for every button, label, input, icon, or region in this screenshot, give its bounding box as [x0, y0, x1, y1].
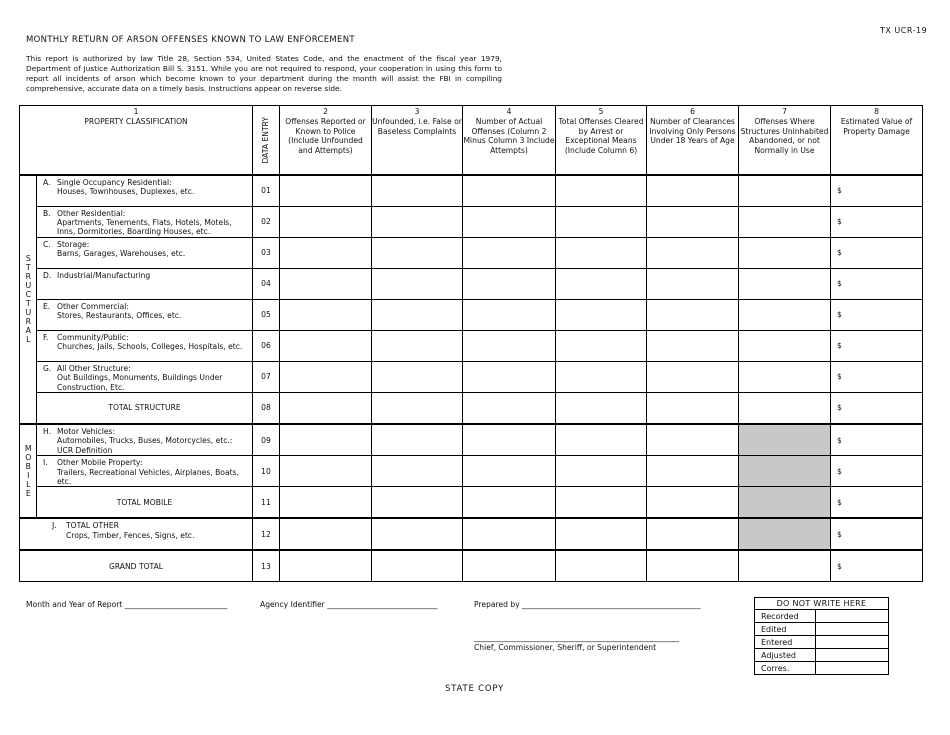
row-desc: Stores, Restaurants, Offices, etc. — [57, 311, 182, 321]
col-7-number: 7 — [782, 107, 787, 116]
input-cell-c2[interactable] — [280, 550, 372, 582]
input-cell-c4[interactable] — [463, 206, 556, 237]
input-cell-c6[interactable] — [647, 330, 739, 361]
classification-cell — [37, 424, 253, 456]
dollar-sign: $ — [837, 248, 842, 258]
input-cell-c3[interactable] — [372, 361, 463, 392]
input-cell-c6[interactable] — [647, 206, 739, 237]
input-cell-c7[interactable] — [739, 361, 831, 392]
row-code: 09 — [253, 424, 280, 456]
col-header-2 — [280, 106, 372, 175]
table-row — [20, 299, 923, 330]
col-4-label: Number of Actual Offenses (Column 2 Minus Column 3 Include Attempts) — [463, 116, 555, 156]
input-cell-c4[interactable] — [463, 268, 556, 299]
row-letter: H. — [43, 426, 51, 436]
state-copy-label: STATE COPY — [445, 684, 505, 694]
col-4-number: 4 — [506, 107, 512, 116]
row-letter: D. — [43, 270, 52, 280]
data-entry-label: DATA ENTRY — [261, 116, 271, 164]
input-cell-c8[interactable] — [831, 392, 923, 424]
dollar-sign: $ — [837, 217, 842, 227]
dollar-sign: $ — [837, 435, 842, 445]
input-cell-c5[interactable] — [556, 361, 647, 392]
office-use-cell — [816, 610, 889, 623]
dollar-sign: $ — [837, 310, 842, 320]
col-7-label: Offenses Where Structures Uninhabited Abandoned, or not Normally in Use — [740, 116, 829, 156]
row-code: 11 — [253, 487, 280, 519]
input-cell-c2[interactable] — [280, 268, 372, 299]
table-row — [20, 361, 923, 392]
classification-cell — [37, 206, 253, 237]
input-cell-c4[interactable] — [463, 330, 556, 361]
input-cell-c5[interactable] — [556, 456, 647, 487]
row-code: 01 — [253, 175, 280, 207]
office-use-adjusted: Adjusted — [755, 649, 816, 662]
office-use-entered: Entered — [755, 636, 816, 649]
input-cell-c7[interactable] — [739, 299, 831, 330]
input-cell-c8[interactable] — [831, 424, 923, 456]
input-cell-c8[interactable] — [831, 299, 923, 330]
col-3-number: 3 — [414, 107, 420, 116]
input-cell-c3[interactable] — [372, 237, 463, 268]
intro-paragraph: This report is authorized by law Title 28, Section 534, United States Code, and the enactment of the fiscal year 1979, Department of Justice Authorization Bill S. 3151. While you are not required to respond, your cooperation in using this form to report all incidents of arson which become known to your department during the month will assist the FBI in compiling comprehensive, accurate data on a timely basis. Instructions appear on reverse side. — [26, 54, 502, 93]
input-cell-c6[interactable] — [647, 456, 739, 487]
grand-total-label: GRAND TOTAL — [20, 550, 253, 582]
row-code: 13 — [253, 550, 280, 582]
input-cell-c2[interactable] — [280, 206, 372, 237]
dollar-sign: $ — [837, 466, 842, 476]
input-cell-c5[interactable] — [556, 299, 647, 330]
input-cell-c5[interactable] — [556, 487, 647, 519]
row-code: 05 — [253, 299, 280, 330]
row-letter: E. — [43, 301, 51, 311]
input-cell-c3[interactable] — [372, 487, 463, 519]
input-cell-c3[interactable] — [372, 456, 463, 487]
col-5-number: 5 — [598, 107, 604, 116]
office-use-edited: Edited — [755, 623, 816, 636]
input-cell-c6[interactable] — [647, 518, 739, 550]
office-use-cell — [816, 649, 889, 662]
dollar-sign: $ — [837, 279, 842, 289]
input-cell-c8[interactable] — [831, 456, 923, 487]
table-row — [20, 268, 923, 299]
input-cell-c3[interactable] — [372, 175, 463, 207]
col-header-classification — [20, 106, 253, 175]
input-cell-c2[interactable] — [280, 175, 372, 207]
row-letter: J. — [52, 521, 57, 531]
input-cell-c2[interactable] — [280, 392, 372, 424]
row-title: All Other Structure: — [57, 363, 131, 373]
row-title: Community/Public: — [57, 332, 129, 342]
row-desc: Trailers, Recreational Vehicles, Airplanes, Boats, etc. — [57, 467, 239, 486]
shaded-cell — [739, 487, 831, 519]
input-cell-c8[interactable] — [831, 268, 923, 299]
col-2-label: Offenses Reported or Known to Police (Include Unfounded and Attempts) — [285, 116, 366, 156]
input-cell-c6[interactable] — [647, 268, 739, 299]
row-letter: G. — [43, 363, 52, 373]
row-letter: F. — [43, 332, 49, 342]
total-structure-row — [20, 392, 923, 424]
dollar-sign: $ — [837, 341, 842, 351]
table-row — [20, 237, 923, 268]
office-use-corres: Corres. — [755, 662, 816, 675]
input-cell-c4[interactable] — [463, 392, 556, 424]
input-cell-c7[interactable] — [739, 392, 831, 424]
input-cell-c5[interactable] — [556, 518, 647, 550]
input-cell-c5[interactable] — [556, 175, 647, 207]
input-cell-c5[interactable] — [556, 268, 647, 299]
arson-offenses-table — [19, 105, 923, 582]
col-6-number: 6 — [690, 107, 695, 116]
shaded-cell — [739, 518, 831, 550]
input-cell-c3[interactable] — [372, 424, 463, 456]
total-structure-label: TOTAL STRUCTURE — [37, 392, 253, 424]
row-desc: Out Buildings, Monuments, Buildings Under Construction, Etc. — [57, 373, 223, 392]
form-title: MONTHLY RETURN OF ARSON OFFENSES KNOWN TO LAW ENFORCEMENT — [26, 35, 355, 45]
input-cell-c4[interactable] — [463, 361, 556, 392]
agency-identifier-line[interactable]: _____________________________ — [327, 600, 438, 609]
input-cell-c8[interactable] — [831, 206, 923, 237]
office-use-cell — [816, 636, 889, 649]
row-desc: Crops, Timber, Fences, Signs, etc. — [66, 530, 195, 540]
input-cell-c7[interactable] — [739, 330, 831, 361]
input-cell-c6[interactable] — [647, 424, 739, 456]
input-cell-c8[interactable] — [831, 175, 923, 207]
office-use-cell — [816, 623, 889, 636]
input-cell-c2[interactable] — [280, 299, 372, 330]
input-cell-c4[interactable] — [463, 487, 556, 519]
row-desc: Churches, Jails, Schools, Colleges, Hospitals, etc. — [57, 342, 243, 352]
total-mobile-row — [20, 487, 923, 519]
col-header-3 — [372, 106, 463, 175]
col-5-label: Total Offenses Cleared by Arrest or Exceptional Means (Include Column 6) — [558, 116, 644, 156]
table-row — [20, 206, 923, 237]
row-title: Other Residential: — [57, 208, 126, 218]
prepared-by-field[interactable] — [474, 600, 701, 609]
agency-identifier-field[interactable] — [260, 600, 437, 609]
input-cell-c2[interactable] — [280, 518, 372, 550]
classification-cell — [37, 299, 253, 330]
input-cell-c3[interactable] — [372, 392, 463, 424]
input-cell-c7[interactable] — [739, 175, 831, 207]
dollar-sign: $ — [837, 186, 842, 195]
input-cell-c6[interactable] — [647, 361, 739, 392]
prepared-by-label: Prepared by — [474, 600, 520, 609]
classification-cell — [37, 268, 253, 299]
table-row — [20, 456, 923, 487]
col-8-number: 8 — [874, 107, 879, 116]
classification-cell — [20, 518, 253, 550]
signature-line[interactable]: ______________________________________________________ — [474, 633, 680, 642]
mobile-label: MOBILE — [23, 444, 33, 499]
total-mobile-label: TOTAL MOBILE — [37, 487, 253, 519]
input-cell-c4[interactable] — [463, 424, 556, 456]
classification-cell — [37, 456, 253, 487]
classification-cell — [37, 175, 253, 207]
input-cell-c8[interactable] — [831, 550, 923, 582]
prepared-by-line[interactable]: _______________________________________________ — [522, 600, 701, 609]
grand-total-row — [20, 550, 923, 582]
col-1-number: 1 — [133, 107, 139, 116]
input-cell-c6[interactable] — [647, 175, 739, 207]
input-cell-c7[interactable] — [739, 237, 831, 268]
input-cell-c3[interactable] — [372, 299, 463, 330]
col-header-6 — [647, 106, 739, 175]
dollar-sign: $ — [837, 403, 842, 413]
classification-cell — [37, 330, 253, 361]
side-label-structural — [20, 175, 37, 424]
input-cell-c8[interactable] — [831, 518, 923, 550]
row-title: Other Commercial: — [57, 301, 129, 311]
month-year-label: Month and Year of Report — [26, 600, 123, 609]
input-cell-c4[interactable] — [463, 456, 556, 487]
table-row — [20, 330, 923, 361]
input-cell-c8[interactable] — [831, 487, 923, 519]
input-cell-c5[interactable] — [556, 206, 647, 237]
row-code: 06 — [253, 330, 280, 361]
header-row — [20, 106, 923, 175]
row-desc: Apartments, Tenements, Flats, Hotels, Motels, Inns, Dormitories, Boarding Houses, etc. — [57, 217, 232, 237]
input-cell-c2[interactable] — [280, 361, 372, 392]
col-6-label: Number of Clearances Involving Only Persons Under 18 Years of Age — [649, 116, 736, 146]
row-code: 04 — [253, 268, 280, 299]
input-cell-c6[interactable] — [647, 392, 739, 424]
input-cell-c7[interactable] — [739, 268, 831, 299]
input-cell-c4[interactable] — [463, 299, 556, 330]
row-desc: Automobiles, Trucks, Buses, Motorcycles, etc.: UCR Definition — [57, 436, 233, 455]
dollar-sign: $ — [837, 529, 842, 539]
input-cell-c4[interactable] — [463, 237, 556, 268]
office-use-cell — [816, 662, 889, 675]
col-header-8 — [831, 106, 923, 175]
office-use-header: DO NOT WRITE HERE — [755, 598, 889, 610]
input-cell-c3[interactable] — [372, 550, 463, 582]
row-letter: B. — [43, 208, 51, 218]
input-cell-c5[interactable] — [556, 550, 647, 582]
row-code: 02 — [253, 206, 280, 237]
row-title: Motor Vehicles: — [57, 426, 116, 436]
input-cell-c2[interactable] — [280, 456, 372, 487]
col-header-data-entry — [253, 106, 280, 175]
row-letter: C. — [43, 239, 51, 249]
col-header-7 — [739, 106, 831, 175]
input-cell-c2[interactable] — [280, 330, 372, 361]
input-cell-c3[interactable] — [372, 330, 463, 361]
input-cell-c2[interactable] — [280, 487, 372, 519]
row-title: Other Mobile Property: — [57, 458, 143, 468]
input-cell-c3[interactable] — [372, 268, 463, 299]
month-year-field[interactable] — [26, 600, 227, 609]
row-code: 10 — [253, 456, 280, 487]
office-use-box — [754, 597, 889, 675]
row-title: Single Occupancy Residential: — [57, 177, 172, 187]
input-cell-c7[interactable] — [739, 550, 831, 582]
input-cell-c3[interactable] — [372, 518, 463, 550]
col-3-label: Unfounded, i.e. False or Baseless Complaints — [372, 116, 462, 136]
dollar-sign: $ — [837, 497, 842, 507]
input-cell-c4[interactable] — [463, 550, 556, 582]
input-cell-c5[interactable] — [556, 392, 647, 424]
row-letter: I. — [43, 458, 48, 468]
input-cell-c2[interactable] — [280, 424, 372, 456]
row-title: Industrial/Manufacturing — [57, 270, 151, 280]
input-cell-c6[interactable] — [647, 550, 739, 582]
signature-label: Chief, Commissioner, Sheriff, or Superintendent — [474, 643, 657, 652]
row-title: TOTAL OTHER — [66, 521, 119, 531]
form-id: TX UCR-19 — [880, 26, 928, 35]
input-cell-c3[interactable] — [372, 206, 463, 237]
row-desc: Barns, Garages, Warehouses, etc. — [57, 249, 186, 259]
classification-cell — [37, 361, 253, 392]
input-cell-c5[interactable] — [556, 330, 647, 361]
row-title: Storage: — [57, 239, 90, 249]
input-cell-c2[interactable] — [280, 237, 372, 268]
office-use-recorded: Recorded — [755, 610, 816, 623]
col-1-label: PROPERTY CLASSIFICATION — [84, 116, 188, 126]
input-cell-c4[interactable] — [463, 175, 556, 207]
side-label-mobile — [20, 424, 37, 518]
input-cell-c8[interactable] — [831, 237, 923, 268]
table-row — [20, 175, 923, 207]
row-code: 03 — [253, 237, 280, 268]
input-cell-c6[interactable] — [647, 237, 739, 268]
table-row — [20, 424, 923, 456]
structural-label: STRUCTURAL — [23, 254, 33, 345]
input-cell-c5[interactable] — [556, 237, 647, 268]
row-letter: A. — [43, 177, 51, 187]
shaded-cell — [739, 424, 831, 456]
row-desc: Houses, Townhouses, Duplexes, etc. — [57, 186, 195, 196]
row-code: 12 — [253, 518, 280, 550]
input-cell-c6[interactable] — [647, 299, 739, 330]
dollar-sign: $ — [837, 372, 842, 382]
input-cell-c7[interactable] — [739, 206, 831, 237]
shaded-cell — [739, 456, 831, 487]
classification-cell — [37, 237, 253, 268]
input-cell-c8[interactable] — [831, 330, 923, 361]
row-code: 07 — [253, 361, 280, 392]
dollar-sign: $ — [837, 561, 842, 571]
agency-identifier-label: Agency Identifier — [260, 600, 325, 609]
input-cell-c4[interactable] — [463, 518, 556, 550]
month-year-line[interactable]: ___________________________ — [124, 600, 228, 609]
col-header-4 — [463, 106, 556, 175]
input-cell-c6[interactable] — [647, 487, 739, 519]
input-cell-c8[interactable] — [831, 361, 923, 392]
col-header-5 — [556, 106, 647, 175]
total-other-row — [20, 518, 923, 550]
col-2-number: 2 — [323, 107, 328, 116]
col-8-label: Estimated Value of Property Damage — [840, 116, 913, 136]
row-code: 08 — [253, 392, 280, 424]
input-cell-c5[interactable] — [556, 424, 647, 456]
